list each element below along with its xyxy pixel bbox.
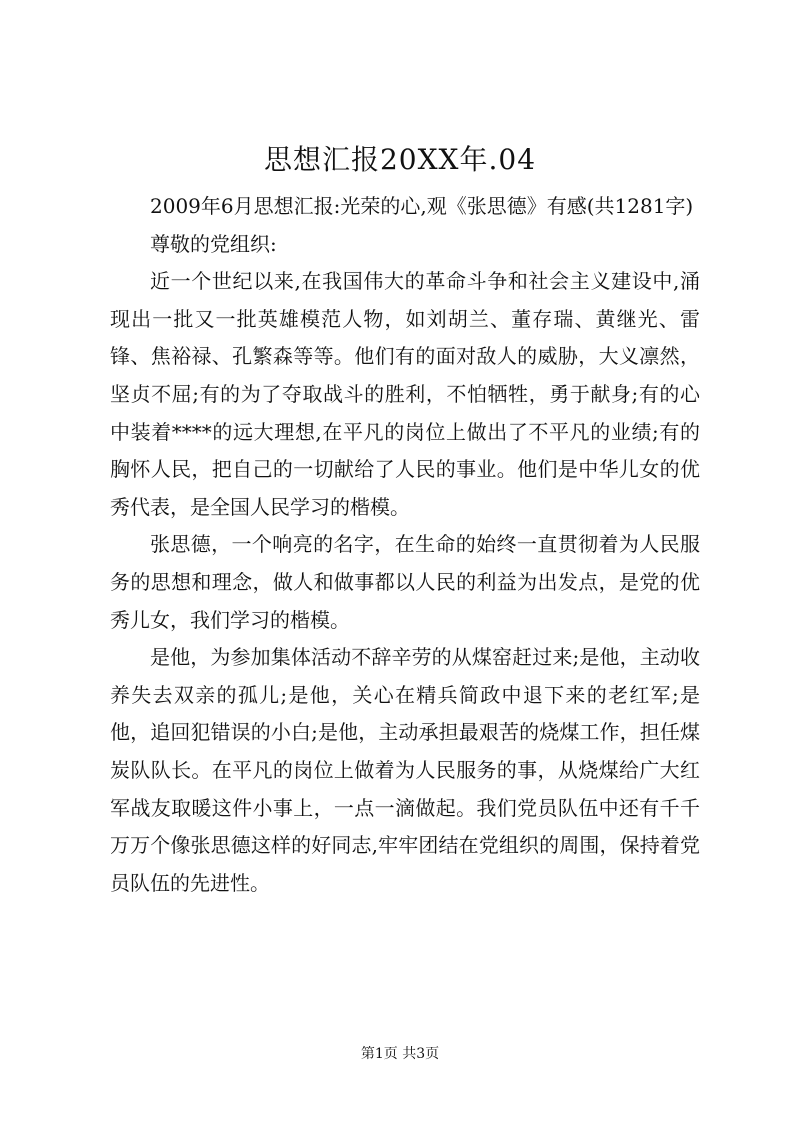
- paragraph-subtitle: 2009年6月思想汇报:光荣的心,观《张思德》有感(共1281字): [150, 194, 694, 218]
- document-title: 思想汇报20XX年.04: [263, 143, 537, 176]
- document-body: [110, 188, 700, 902]
- page-number: 第1页 共3页: [360, 1046, 440, 1062]
- paragraph-heroes: 近一个世纪以来,在我国伟大的革命斗争和社会主义建设中,涌现出一批又一批英雄模范人物，如刘胡兰、董存瑞、黄继光、雷锋、焦裕禄、孔繁森等等。他们有的面对敌人的威胁，大义凛然，坚贞不屈;有的为了夺取战斗的胜利，不怕牺牲，勇于献身;有的心中装着****的远大理想,在平凡的岗位上做出了不平凡的业绩;有的胸怀人民，把自己的一切献给了人民的事业。他们是中华儿女的优秀代表，是全国人民学习的楷模。: [110, 269, 700, 519]
- paragraph-salutation: 尊敬的党组织:: [150, 231, 277, 256]
- paragraph-deeds: 是他，为参加集体活动不辞辛劳的从煤窑赶过来;是他，主动收养失去双亲的孤儿;是他，关心在精兵简政中退下来的老红军;是他，追回犯错误的小白;是他，主动承担最艰苦的烧煤工作，担任煤炭队队长。在平凡的岗位上做着为人民服务的事，从烧煤给广大红军战友取暖这件小事上，一点一滴做起。我们党员队伍中还有千千万万个像张思德这样的好同志,牢牢团结在党组织的周围，保持着党员队伍的先进性。: [110, 645, 700, 895]
- paragraph-zhang-side: 张思德，一个响亮的名字，在生命的始终一直贯彻着为人民服务的思想和理念，做人和做事都以人民的利益为出发点，是党的优秀儿女，我们学习的楷模。: [110, 532, 700, 632]
